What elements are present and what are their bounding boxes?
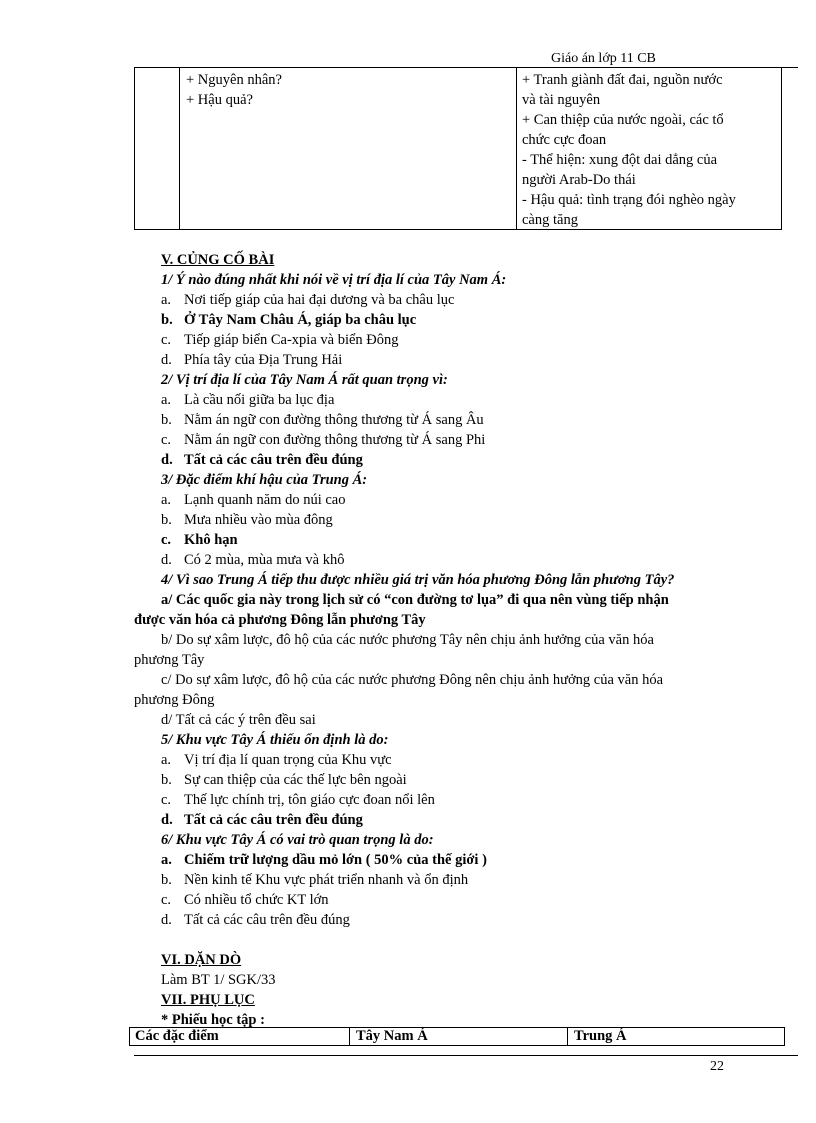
answer-4c-line: phương Đông xyxy=(134,692,215,708)
homework-text: Làm BT 1/ SGK/33 xyxy=(161,972,276,988)
answer-option-correct: d. Tất cả các câu trên đều đúng xyxy=(161,452,363,468)
table-header-cell: Tây Nam Á xyxy=(356,1028,428,1044)
answer-option: b. Sự can thiệp của các thế lực bên ngoài xyxy=(161,772,407,788)
worksheet-table xyxy=(129,1027,785,1046)
answer-option: b. Mưa nhiều vào mùa đông xyxy=(161,512,333,528)
table-line: càng tăng xyxy=(522,212,578,228)
answer-4d-line: d/ Tất cả các ý trên đều sai xyxy=(161,712,316,728)
answer-4a-line: a/ Các quốc gia này trong lịch sử có “con đường tơ lụa” đi qua nên vùng tiếp nhận xyxy=(161,592,669,608)
question-1: 1/ Ý nào đúng nhất khi nói về vị trí địa lí của Tây Nam Á: xyxy=(161,272,507,288)
answer-option: a. Lạnh quanh năm do núi cao xyxy=(161,492,346,508)
table-cell-questions xyxy=(186,70,282,110)
spacer xyxy=(134,930,794,950)
answer-4b-line: b/ Do sự xâm lược, đô hộ của các nước phương Tây nên chịu ảnh hưởng của văn hóa xyxy=(161,632,654,648)
page-number: 22 xyxy=(710,1059,724,1074)
section-title-review: V. CỦNG CỐ BÀI xyxy=(161,252,275,268)
answer-option-correct: a. Chiếm trữ lượng dầu mỏ lớn ( 50% của thế giới ) xyxy=(161,852,487,868)
table-line: + Can thiệp của nước ngoài, các tổ xyxy=(522,112,724,128)
table-cell-answers xyxy=(522,70,784,230)
answer-4b-line: phương Tây xyxy=(134,652,205,668)
answer-option: d. Tất cả các câu trên đều đúng xyxy=(161,912,350,928)
answer-option-correct: b. Ở Tây Nam Châu Á, giáp ba châu lục xyxy=(161,312,417,328)
answer-option: a. Nơi tiếp giáp của hai đại dương và ba châu lục xyxy=(161,292,455,308)
worksheet-label: * Phiếu học tập : xyxy=(161,1012,265,1028)
table-col-sep xyxy=(567,1028,568,1045)
table-line: + Nguyên nhân? xyxy=(186,72,282,88)
table-line: - Hậu quả: tình trạng đói nghèo ngày xyxy=(522,192,736,208)
table-line: + Tranh giành đất đai, nguồn nước xyxy=(522,72,723,88)
question-2: 2/ Vị trí địa lí của Tây Nam Á rất quan trọng vì: xyxy=(161,372,448,388)
question-4: 4/ Vì sao Trung Á tiếp thu được nhiều giá trị văn hóa phương Đông lẫn phương Tây? xyxy=(161,572,675,588)
answer-option: c. Có nhiều tổ chức KT lớn xyxy=(161,892,329,908)
answer-option: a. Là cầu nối giữa ba lục địa xyxy=(161,392,335,408)
table-col-sep-1 xyxy=(179,68,180,230)
answer-option: c. Nằm án ngữ con đường thông thương từ Á sang Phi xyxy=(161,432,486,448)
table-line: chức cực đoan xyxy=(522,132,607,148)
table-col-sep xyxy=(349,1028,350,1045)
table-header-cell: Các đặc điểm xyxy=(135,1028,219,1044)
table-border-left xyxy=(134,68,135,230)
answer-option-correct: d. Tất cả các câu trên đều đúng xyxy=(161,812,363,828)
question-6: 6/ Khu vực Tây Á có vai trò quan trọng là do: xyxy=(161,832,434,848)
answer-option: a. Vị trí địa lí quan trọng của Khu vực xyxy=(161,752,392,768)
table-col-sep-2 xyxy=(516,68,517,230)
page-header: Giáo án lớp 11 CB xyxy=(551,51,656,66)
answer-4a-line: được văn hóa cả phương Đông lẫn phương Tây xyxy=(134,612,426,628)
question-3: 3/ Đặc điểm khí hậu của Trung Á: xyxy=(161,472,368,488)
table-line: người Arab-Do thái xyxy=(522,172,636,188)
table-line: - Thể hiện: xung đột dai dẳng của xyxy=(522,152,718,168)
answer-option: c. Thế lực chính trị, tôn giáo cực đoan nổi lên xyxy=(161,792,435,808)
answer-option: b. Nền kinh tế Khu vực phát triển nhanh và ổn định xyxy=(161,872,469,888)
section-title-homework: VI. DẶN DÒ xyxy=(161,952,242,968)
table-line: và tài nguyên xyxy=(522,92,601,108)
answer-option: b. Nằm án ngữ con đường thông thương từ Á sang Âu xyxy=(161,412,484,428)
question-5: 5/ Khu vực Tây Á thiếu ổn định là do: xyxy=(161,732,389,748)
document-body xyxy=(134,250,794,1030)
footer-rule xyxy=(134,1055,798,1056)
answer-option-correct: c. Khô hạn xyxy=(161,532,238,548)
answer-option: d. Phía tây của Địa Trung Hải xyxy=(161,352,343,368)
answer-4c-line: c/ Do sự xâm lược, đô hộ của các nước phương Đông nên chịu ảnh hưởng của văn hóa xyxy=(161,672,664,688)
table-header-cell: Trung Á xyxy=(574,1028,627,1044)
top-table xyxy=(134,68,782,230)
section-title-appendix: VII. PHỤ LỤC xyxy=(161,992,255,1008)
answer-option: c. Tiếp giáp biển Ca-xpia và biển Đông xyxy=(161,332,399,348)
answer-option: d. Có 2 mùa, mùa mưa và khô xyxy=(161,552,345,568)
table-line: + Hậu quả? xyxy=(186,92,253,108)
